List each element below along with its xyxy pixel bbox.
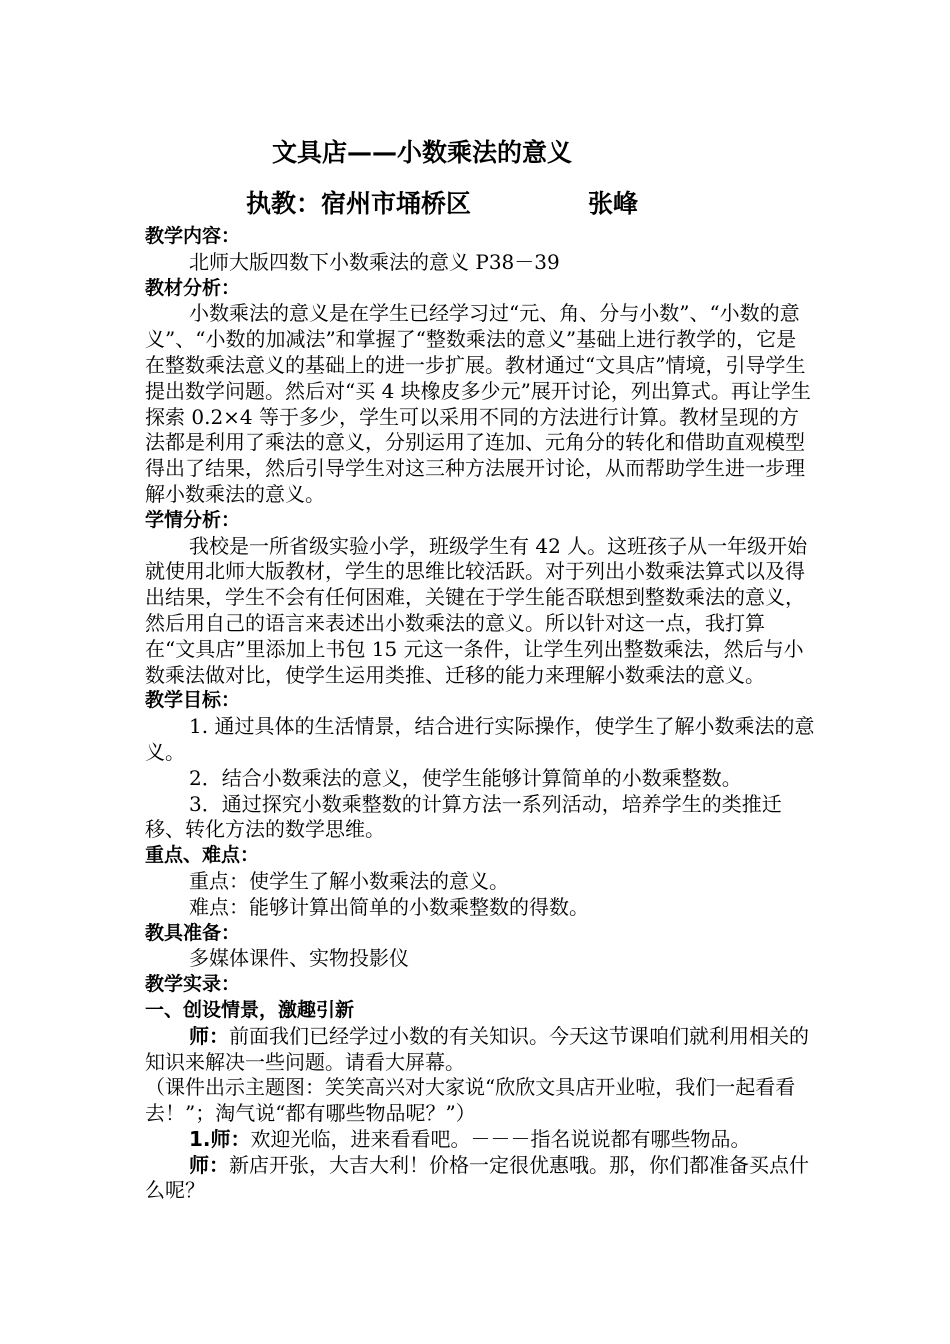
record-paragraph: 师：新店开张，大吉大利！价格一定很优惠哦。那，你们都准备买点什么呢？ [145,1152,809,1203]
heading-content: 教学内容： [145,225,241,247]
speaker-lead: 1.师： [189,1126,251,1151]
tools-text: 多媒体课件、实物投影仪 [189,946,409,971]
document-body [145,224,815,1204]
heading-tools: 教具准备： [145,921,241,944]
heading-material: 教材分析： [145,276,241,299]
goal-item: 3．通过探究小数乘整数的计算方法一系列活动，培养学生的类推迁移、转化方法的数学思维。 [145,791,782,842]
heading-record: 教学实录： [145,973,241,996]
document-title: 文具店——小数乘法的意义 [272,138,573,167]
heading-students: 学情分析： [145,508,241,531]
goal-item: 2．结合小数乘法的意义，使学生能够计算简单的小数乘整数。 [189,765,742,790]
teacher-name: 张峰 [588,189,639,218]
keypoint-item: 重点：使学生了解小数乘法的意义。 [189,868,509,893]
heading-goals: 教学目标： [145,689,241,712]
material-text: 小数乘法的意义是在学生已经学习过“元、角、分与小数”、“小数的意义”、“小数的加减法”和掌握了“整数乘法的意义”基础上进行教学的，它是在整数乘法意义的基础上的进一步扩展。教材通过“文具店”情境，引导学生提出数学问题。然后对“买 4 块橡皮多少元”展开讨论，列出算式。再让学生探索 0.2×4 等于多少，学生可以采用不同的方法进行计算。教材呈现的方法都是利用了乘法的意义，分别运用了连加、元角分的转化和借助直观模型得出了结果，然后引导学生对这三种方法展开讨论，从而帮助学生进一步理解小数乘法的意义。 [145,301,811,506]
record-paragraph: 1.师：欢迎光临，进来看看吧。－－－指名说说都有哪些物品。 [189,1126,751,1151]
heading-keypoints: 重点、难点： [145,844,260,867]
teacher-label: 执教：宿州市埇桥区 [246,189,472,218]
teacher-line [246,184,639,220]
record-paragraph: 师：前面我们已经学过小数的有关知识。今天这节课咱们就利用相关的知识来解决一些问题。请看大屏幕。 [145,1023,809,1074]
record-paragraph: （课件出示主题图：笑笑高兴对大家说“欣欣文具店开业啦，我们一起看看去！”；淘气说“都有哪些物品呢？”） [145,1075,796,1126]
content-text: 北师大版四数下小数乘法的意义 P38－39 [189,249,560,274]
speaker-lead: 师： [189,1023,229,1048]
students-text: 我校是一所省级实验小学，班级学生有 42 人。这班孩子从一年级开始就使用北师大版教材，学生的思维比较活跃。对于列出小数乘法算式以及得出结果，学生不会有任何困难，关键在于学生能否联想到整数乘法的意义，然后用自己的语言来表述出小数乘法的意义。所以针对这一点，我打算在“文具店”里添加上书包 15 元这一条件，让学生列出整数乘法，然后与小数乘法做对比，使学生运用类推、迁移的能力来理解小数乘法的意义。 [145,533,808,687]
speaker-lead: 师： [189,1152,229,1177]
part-heading: 一、创设情景，激趣引新 [145,998,355,1021]
goal-item: 1. 通过具体的生活情景，结合进行实际操作，使学生了解小数乘法的意义。 [145,714,815,764]
keypoint-item: 难点：能够计算出简单的小数乘整数的得数。 [189,894,589,919]
